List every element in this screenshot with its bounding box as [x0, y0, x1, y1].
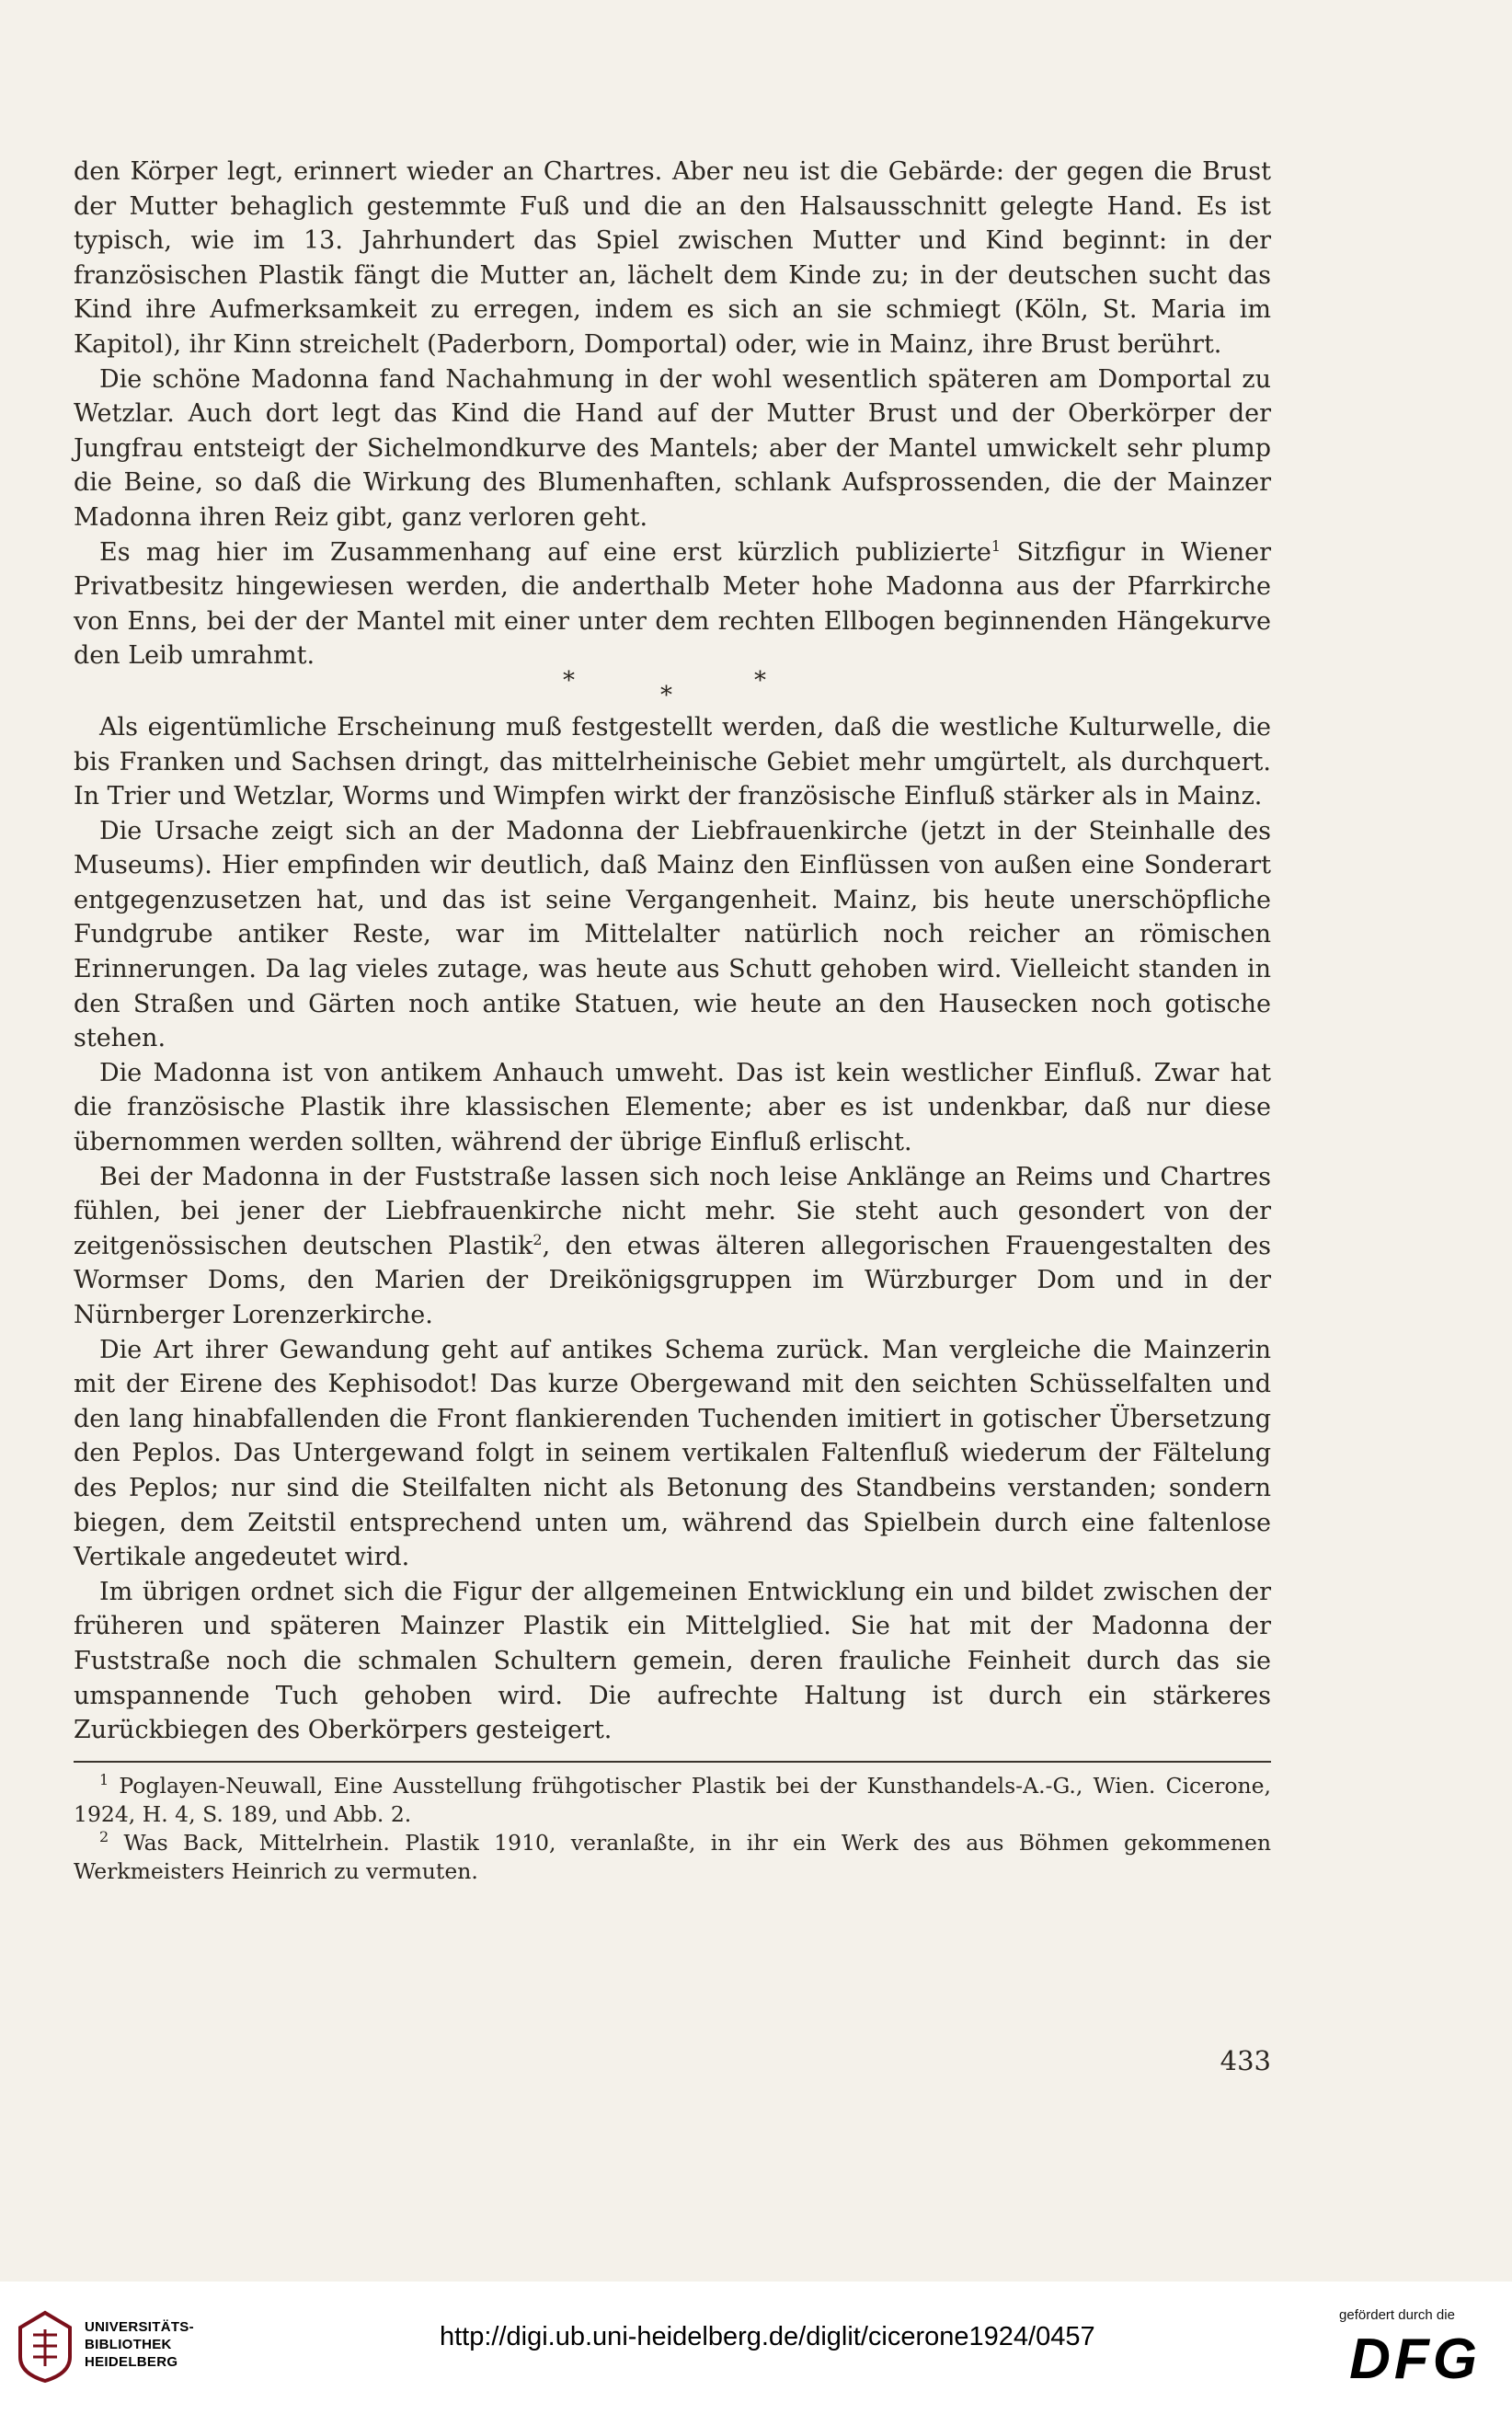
asterisk: * [754, 666, 766, 695]
footnote-ref-2: 2 [533, 1230, 543, 1248]
paragraph-7-text-a: Bei der Madonna in der Fuststraße lassen sich noch leise Anklänge an Reims und Chartres fühlen, bei jener der Liebfrauenkirche nicht mehr. Sie steht auch gesondert von der zeitgenössischen deutschen Plastik [74, 1162, 1271, 1260]
footnote-number: 1 [99, 1770, 109, 1788]
funded-by-label: gefördert durch die [1339, 2307, 1455, 2323]
paragraph-4: Als eigentümliche Erscheinung muß festgestellt werden, daß die westliche Kulturwelle, die bis Franken und Sachsen dringt, das mittelrheinische Gebiet mehr umgürtelt, als durchquert. In Trier und Wetzlar, Worms und Wimpfen wirkt der französische Einfluß stärker als in Mainz. [74, 712, 1271, 811]
university-seal-icon [15, 2309, 75, 2383]
paragraph-2: Die schöne Madonna fand Nachahmung in der wohl wesentlich späteren am Domportal zu Wetzlar. Auch dort legt das Kind die Hand auf der Mutter Brust und der Oberkörper der Jungfrau entsteigt der Sichelmondkurve des Mantels; aber der Mantel umwickelt sehr plump die Beine, so daß die Wirkung des Blumenhaften, schlank Aufsprossenden, die der Mainzer Madonna ihren Reiz gibt, ganz verloren geht. [74, 364, 1271, 532]
footnote-number: 2 [99, 1827, 109, 1845]
institution-line: BIBLIOTHEK [85, 2337, 172, 2352]
permalink-url[interactable]: http://digi.ub.uni-heidelberg.de/diglit/cicerone1924/0457 [440, 2322, 1095, 2351]
footnotes [74, 1772, 1271, 1886]
section-break-asterism [74, 666, 1271, 710]
body-text [74, 155, 1271, 1886]
footnote-divider [74, 1761, 1271, 1763]
paragraph-5: Die Ursache zeigt sich an der Madonna der Liebfrauenkirche (jetzt in der Steinhalle des Museums). Hier empfinden wir deutlich, daß Mainz den Einflüssen von außen eine Sonderart entgegenzusetzen hat, und das ist seine Vergangenheit. Mainz, bis heute unerschöpfliche Fundgrube antiker Reste, war im Mittelalter natürlich noch reicher an römischen Erinnerungen. Da lag vieles zutage, was heute aus Schutt gehoben wird. Vielleicht standen in den Straßen und Gärten noch antike Statuen, wie heute an den Hausecken noch gotische stehen. [74, 816, 1271, 1053]
viewer-footer [0, 2282, 1512, 2414]
footnote-2 [74, 1829, 1271, 1886]
paragraph-7 [74, 1160, 1271, 1333]
paragraph-1: den Körper legt, erinnert wieder an Chartres. Aber neu ist die Gebärde: der gegen die Brust der Mutter behaglich gestemmte Fuß und die an den Halsausschnitt gelegte Hand. Es ist typisch, wie im 13. Jahrhundert das Spiel zwischen Mutter und Kind beginnt: in der französischen Plastik fängt die Mutter an, lächelt dem Kinde zu; in der deutschen sucht das Kind ihre Aufmerksamkeit zu erregen, indem es sich an sie schmiegt (Köln, St. Maria im Kapitol), ihr Kinn streichelt (Paderborn, Domportal) oder, wie in Mainz, ihre Brust berührt. [74, 157, 1271, 359]
institution-line: HEIDELBERG [85, 2354, 178, 2370]
page-number: 433 [1220, 2045, 1271, 2076]
paragraph-7-text-b: , den etwas älteren allegorischen Frauengestalten des Wormser Doms, den Marien der Dreikönigsgruppen im Würzburger Dom und in der Nürnberger Lorenzerkirche. [74, 1231, 1271, 1329]
paragraph-8: Die Art ihrer Gewandung geht auf antikes Schema zurück. Man vergleiche die Mainzerin mit der Eirene des Kephisodot! Das kurze Obergewand mit den seichten Schüsselfalten und den lang hinabfallenden die Front flankierenden Tuchenden imitiert in gotischer Übersetzung den Peplos. Das Untergewand folgt in seinem vertikalen Faltenfluß wiederum der Fältelung des Peplos; nur sind die Steilfalten nicht als Betonung des Standbeins verstanden; sondern biegen, dem Zeitstil entsprechend unten um, während das Spielbein durch eine faltenlose Vertikale angedeutet wird. [74, 1335, 1271, 1572]
asterisk: * [563, 666, 575, 695]
paragraph-3-text-a: Es mag hier im Zusammenhang auf eine erst kürzlich publizierte [99, 537, 991, 567]
footnote-text: Poglayen-Neuwall, Eine Ausstellung frühgotischer Plastik bei der Kunsthandels-A.-G., Wien. Cicerone, 1924, H. 4, S. 189, und Abb. 2. [74, 1772, 1271, 1827]
university-library-logo-text [85, 2318, 194, 2371]
asterisk: * [660, 681, 672, 709]
footnote-ref-1: 1 [991, 536, 1002, 555]
paragraph-3 [74, 535, 1271, 673]
dfg-logo: DFG [1349, 2328, 1481, 2391]
paragraph-9: Im übrigen ordnet sich die Figur der allgemeinen Entwicklung ein und bildet zwischen der früheren und späteren Mainzer Plastik ein Mittelglied. Sie hat mit der Madonna der Fuststraße noch die schmalen Schultern gemein, deren frauliche Feinheit durch das sie umspannende Tuch gehoben wird. Die aufrechte Haltung ist durch ein stärkeres Zurückbiegen des Oberkörpers gesteigert. [74, 1577, 1271, 1745]
footnote-text: Was Back, Mittelrhein. Plastik 1910, veranlaßte, in ihr ein Werk des aus Böhmen gekommenen Werkmeisters Heinrich zu vermuten. [74, 1829, 1271, 1884]
paragraph-6: Die Madonna ist von antikem Anhauch umweht. Das ist kein westlicher Einfluß. Zwar hat die französische Plastik ihre klassischen Elemente; aber es ist undenkbar, daß nur diese übernommen werden sollten, während der übrige Einfluß erlischt. [74, 1058, 1271, 1157]
institution-line: UNIVERSITÄTS- [85, 2319, 194, 2335]
paragraph-3-text-b: Sitzfigur in Wiener Privatbesitz hingewiesen werden, die anderthalb Meter hohe Madonna aus der Pfarrkirche von Enns, bei der der Mantel mit einer unter dem rechten Ellbogen beginnenden Hängekurve den Leib umrahmt. [74, 537, 1272, 671]
footnote-1 [74, 1772, 1271, 1829]
